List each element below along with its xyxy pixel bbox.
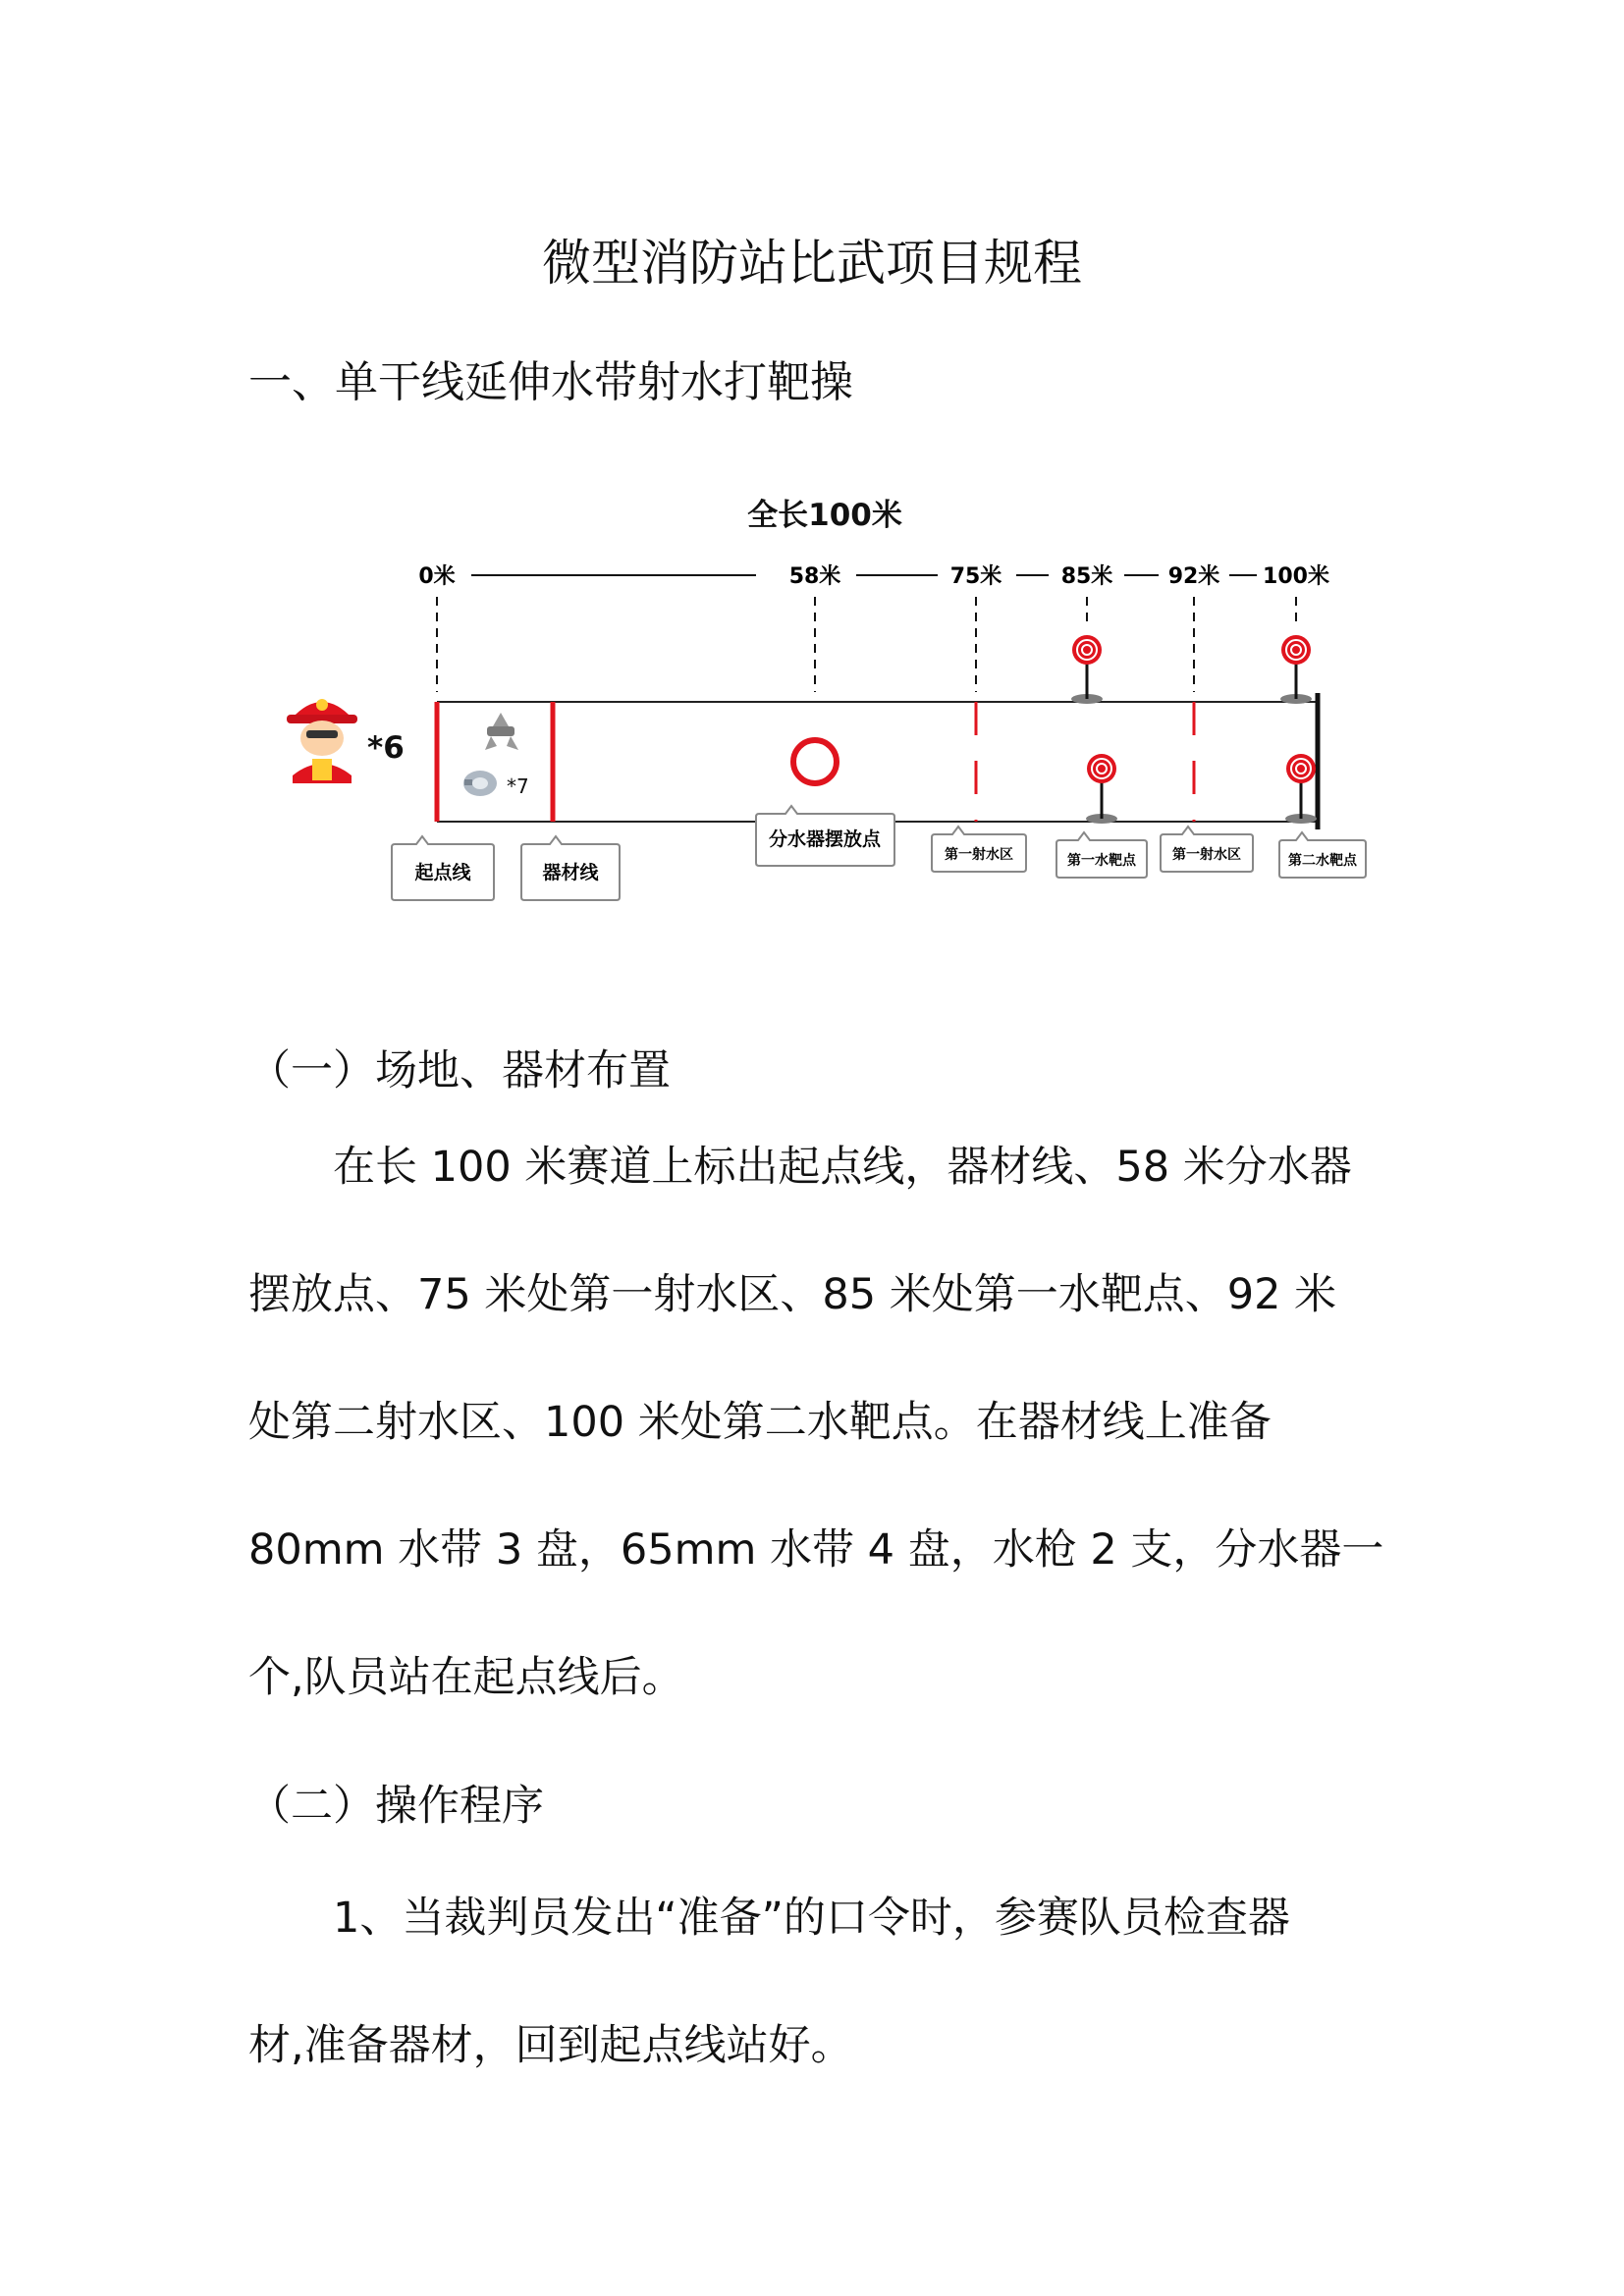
firefighter-icon [287, 699, 357, 783]
marker-label-75: 75米 [949, 564, 1002, 589]
callout-start-label: 起点线 [414, 862, 471, 883]
paragraph-2 [248, 1854, 1387, 2109]
callout-divider-point [756, 806, 894, 866]
paragraph-line: 材,准备器材，回到起点线站好。 [248, 2021, 853, 2070]
target-icon [1086, 754, 1117, 824]
marker-label-100: 100米 [1263, 564, 1329, 589]
target-icon [1285, 754, 1317, 824]
marker-label-85: 85米 [1060, 564, 1113, 589]
callout-zone2 [1161, 827, 1253, 872]
section-heading: 一、单干线延伸水带射水打靶操 [248, 357, 853, 407]
callout-target1-label: 第一水靶点 [1067, 853, 1136, 869]
divider-point-circle [793, 740, 837, 783]
paragraph-line: 摆放点、75 米处第一射水区、85 米处第一水靶点、92 米 [248, 1270, 1337, 1319]
callout-target2-label: 第二水靶点 [1288, 853, 1357, 869]
callout-zone1-label: 第一射水区 [945, 847, 1013, 863]
callout-equipment-line [521, 836, 620, 900]
callout-equipment-label: 器材线 [542, 862, 599, 883]
zone-lines [976, 702, 1194, 822]
paragraph-line: 在长 100 米赛道上标出起点线，器材线、58 米分水器 [333, 1143, 1352, 1192]
track-diagram [0, 481, 1624, 933]
subsection-heading-2: （二）操作程序 [248, 1782, 544, 1831]
callout-divider-label: 分水器摆放点 [768, 828, 882, 850]
marker-label-0: 0米 [418, 564, 456, 589]
hose-reel-icon [463, 771, 497, 796]
paragraph-line: 80mm 水带 3 盘，65mm 水带 4 盘，水枪 2 支，分水器一 [248, 1525, 1384, 1575]
paragraph-line: 处第二射水区、100 米处第二水靶点。在器材线上准备 [248, 1398, 1272, 1447]
callout-zone1 [932, 827, 1026, 872]
callout-target2 [1279, 832, 1366, 878]
subsection-heading-1: （一）场地、器材布置 [248, 1046, 671, 1095]
track-lanes [437, 702, 1318, 822]
paragraph-1 [248, 1103, 1387, 1741]
team-count: *6 [367, 730, 405, 766]
dashed-guides [437, 597, 1296, 692]
diagram-heading: 全长100米 [747, 498, 902, 533]
callout-start-line [392, 836, 494, 900]
paragraph-line: 1、当裁判员发出“准备”的口令时，参赛队员检查器 [333, 1894, 1290, 1943]
page-title: 微型消防站比武项目规程 [542, 235, 1082, 292]
marker-label-92: 92米 [1167, 564, 1220, 589]
target-icon [1280, 635, 1312, 704]
nozzle-icon [485, 713, 518, 750]
equipment-count: *7 [507, 774, 529, 798]
marker-label-58: 58米 [788, 564, 841, 589]
callout-zone2-label: 第一射水区 [1172, 847, 1241, 863]
callout-target1 [1056, 832, 1147, 878]
paragraph-line: 个,队员站在起点线后。 [248, 1653, 684, 1702]
target-icon [1071, 635, 1103, 704]
